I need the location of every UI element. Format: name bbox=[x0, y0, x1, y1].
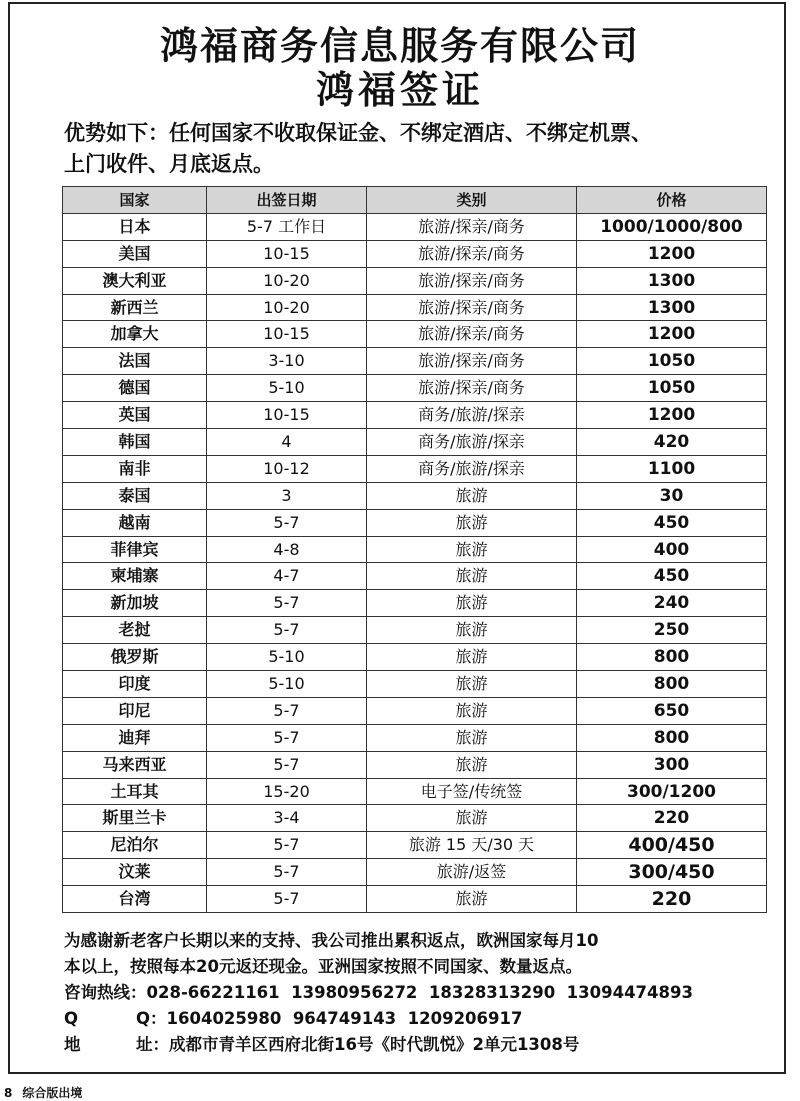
price-cell: 800 bbox=[577, 644, 767, 671]
country-cell: 土耳其 bbox=[63, 778, 207, 805]
type-cell: 旅游/探亲/商务 bbox=[367, 267, 577, 294]
type-cell: 旅游/返签 bbox=[367, 859, 577, 886]
days-cell: 5-7 bbox=[207, 859, 367, 886]
qq-label-left: Q bbox=[64, 1009, 79, 1028]
table-row bbox=[63, 832, 767, 859]
type-cell: 旅游 bbox=[367, 563, 577, 590]
footer-info bbox=[64, 928, 778, 1058]
country-cell: 印尼 bbox=[63, 697, 207, 724]
country-cell: 南非 bbox=[63, 455, 207, 482]
table-row bbox=[63, 617, 767, 644]
page-footer bbox=[4, 1084, 92, 1101]
price-cell: 250 bbox=[577, 617, 767, 644]
country-cell: 马来西亚 bbox=[63, 751, 207, 778]
days-cell: 5-7 bbox=[207, 724, 367, 751]
table-row bbox=[63, 671, 767, 698]
country-cell: 越南 bbox=[63, 509, 207, 536]
days-cell: 5-7 bbox=[207, 590, 367, 617]
hotline-numbers: 028-66221161 13980956272 18328313290 13094474893 bbox=[146, 983, 693, 1002]
table-row bbox=[63, 240, 767, 267]
country-cell: 英国 bbox=[63, 402, 207, 429]
qq-label-right: Q： bbox=[136, 1009, 167, 1028]
type-cell: 旅游 15 天/30 天 bbox=[367, 832, 577, 859]
price-cell: 1000/1000/800 bbox=[577, 213, 767, 240]
days-cell: 5-7 bbox=[207, 886, 367, 913]
country-cell: 德国 bbox=[63, 375, 207, 402]
qq-numbers: 1604025980 964749143 1209206917 bbox=[166, 1009, 523, 1028]
address-text: 成都市青羊区西府北街16号《时代凯悦》2单元1308号 bbox=[169, 1035, 580, 1054]
country-cell: 法国 bbox=[63, 348, 207, 375]
header-price: 价格 bbox=[577, 187, 767, 214]
days-cell: 3 bbox=[207, 482, 367, 509]
type-cell: 旅游/探亲/商务 bbox=[367, 213, 577, 240]
type-cell: 旅游/探亲/商务 bbox=[367, 240, 577, 267]
table-row bbox=[63, 213, 767, 240]
type-cell: 商务/旅游/探亲 bbox=[367, 429, 577, 456]
price-cell: 240 bbox=[577, 590, 767, 617]
days-cell: 3-4 bbox=[207, 805, 367, 832]
address-line bbox=[64, 1032, 778, 1058]
country-cell: 斯里兰卡 bbox=[63, 805, 207, 832]
table-row bbox=[63, 509, 767, 536]
price-cell: 1200 bbox=[577, 402, 767, 429]
type-cell: 旅游/探亲/商务 bbox=[367, 294, 577, 321]
table-row bbox=[63, 455, 767, 482]
type-cell: 旅游 bbox=[367, 482, 577, 509]
price-cell: 1200 bbox=[577, 240, 767, 267]
type-cell: 旅游 bbox=[367, 509, 577, 536]
days-cell: 5-10 bbox=[207, 375, 367, 402]
service-title: 鸿福签证 bbox=[315, 68, 484, 112]
days-cell: 5-7 bbox=[207, 617, 367, 644]
table-row bbox=[63, 536, 767, 563]
days-cell: 5-7 bbox=[207, 697, 367, 724]
table-row bbox=[63, 348, 767, 375]
country-cell: 柬埔寨 bbox=[63, 563, 207, 590]
price-cell: 220 bbox=[577, 805, 767, 832]
country-cell: 老挝 bbox=[63, 617, 207, 644]
type-cell: 商务/旅游/探亲 bbox=[367, 402, 577, 429]
days-cell: 10-20 bbox=[207, 267, 367, 294]
price-cell: 800 bbox=[577, 671, 767, 698]
days-cell: 4 bbox=[207, 429, 367, 456]
days-cell: 10-15 bbox=[207, 240, 367, 267]
type-cell: 旅游/探亲/商务 bbox=[367, 375, 577, 402]
country-cell: 迪拜 bbox=[63, 724, 207, 751]
company-title: 鸿福商务信息服务有限公司 bbox=[159, 24, 640, 68]
price-cell: 300/450 bbox=[577, 859, 767, 886]
days-cell: 5-10 bbox=[207, 644, 367, 671]
price-cell: 300/1200 bbox=[577, 778, 767, 805]
days-cell: 5-7 工作日 bbox=[207, 213, 367, 240]
type-cell: 旅游/探亲/商务 bbox=[367, 321, 577, 348]
type-cell: 商务/旅游/探亲 bbox=[367, 455, 577, 482]
header-type: 类别 bbox=[367, 187, 577, 214]
days-cell: 10-15 bbox=[207, 321, 367, 348]
table-row bbox=[63, 294, 767, 321]
advantages-line-1: 优势如下：任何国家不收取保证金、不绑定酒店、不绑定机票、 bbox=[64, 121, 652, 145]
days-cell: 5-10 bbox=[207, 671, 367, 698]
hotline-label: 咨询热线： bbox=[64, 983, 147, 1002]
days-cell: 10-20 bbox=[207, 294, 367, 321]
price-cell: 1300 bbox=[577, 267, 767, 294]
price-cell: 1050 bbox=[577, 375, 767, 402]
type-cell: 旅游 bbox=[367, 590, 577, 617]
country-cell: 新加坡 bbox=[63, 590, 207, 617]
table-row bbox=[63, 751, 767, 778]
price-cell: 1200 bbox=[577, 321, 767, 348]
price-cell: 1050 bbox=[577, 348, 767, 375]
advantages-text bbox=[64, 118, 774, 180]
table-row bbox=[63, 697, 767, 724]
type-cell: 旅游 bbox=[367, 697, 577, 724]
table-row bbox=[63, 375, 767, 402]
type-cell: 旅游/探亲/商务 bbox=[367, 348, 577, 375]
country-cell: 新西兰 bbox=[63, 294, 207, 321]
type-cell: 旅游 bbox=[367, 805, 577, 832]
table-row bbox=[63, 805, 767, 832]
table-row bbox=[63, 563, 767, 590]
country-cell: 汶莱 bbox=[63, 859, 207, 886]
country-cell: 加拿大 bbox=[63, 321, 207, 348]
table-row bbox=[63, 778, 767, 805]
price-cell: 30 bbox=[577, 482, 767, 509]
days-cell: 15-20 bbox=[207, 778, 367, 805]
days-cell: 3-10 bbox=[207, 348, 367, 375]
table-row bbox=[63, 886, 767, 913]
days-cell: 5-7 bbox=[207, 509, 367, 536]
table-row bbox=[63, 402, 767, 429]
price-cell: 800 bbox=[577, 724, 767, 751]
price-cell: 420 bbox=[577, 429, 767, 456]
price-cell: 1300 bbox=[577, 294, 767, 321]
type-cell: 旅游 bbox=[367, 671, 577, 698]
table-row bbox=[63, 482, 767, 509]
price-cell: 450 bbox=[577, 509, 767, 536]
country-cell: 美国 bbox=[63, 240, 207, 267]
days-cell: 5-7 bbox=[207, 751, 367, 778]
advantages-line-2: 上门收件、月底返点。 bbox=[64, 152, 274, 176]
table-row bbox=[63, 267, 767, 294]
type-cell: 旅游 bbox=[367, 724, 577, 751]
visa-price-table bbox=[62, 186, 767, 913]
address-label-left: 地 bbox=[64, 1035, 81, 1054]
price-cell: 400/450 bbox=[577, 832, 767, 859]
days-cell: 5-7 bbox=[207, 832, 367, 859]
days-cell: 4-7 bbox=[207, 563, 367, 590]
type-cell: 旅游 bbox=[367, 751, 577, 778]
hotline bbox=[64, 980, 778, 1006]
price-cell: 1100 bbox=[577, 455, 767, 482]
table-row bbox=[63, 644, 767, 671]
country-cell: 俄罗斯 bbox=[63, 644, 207, 671]
table-row bbox=[63, 724, 767, 751]
type-cell: 旅游 bbox=[367, 536, 577, 563]
country-cell: 日本 bbox=[63, 213, 207, 240]
type-cell: 旅游 bbox=[367, 644, 577, 671]
price-cell: 450 bbox=[577, 563, 767, 590]
type-cell: 旅游 bbox=[367, 886, 577, 913]
price-cell: 400 bbox=[577, 536, 767, 563]
type-cell: 旅游 bbox=[367, 617, 577, 644]
country-cell: 菲律宾 bbox=[63, 536, 207, 563]
country-cell: 印度 bbox=[63, 671, 207, 698]
thanks-line-2: 本以上，按照每本20元返还现金。亚洲国家按照不同国家、数量返点。 bbox=[64, 957, 582, 976]
page-number: 8 bbox=[4, 1086, 13, 1100]
country-cell: 澳大利亚 bbox=[63, 267, 207, 294]
days-cell: 4-8 bbox=[207, 536, 367, 563]
type-cell: 电子签/传统签 bbox=[367, 778, 577, 805]
country-cell: 泰国 bbox=[63, 482, 207, 509]
table-header-row bbox=[63, 187, 767, 214]
qq-line bbox=[64, 1006, 778, 1032]
price-cell: 650 bbox=[577, 697, 767, 724]
days-cell: 10-15 bbox=[207, 402, 367, 429]
header-days: 出签日期 bbox=[207, 187, 367, 214]
table-row bbox=[63, 590, 767, 617]
section-name: 综合版出境 bbox=[22, 1086, 83, 1100]
table-row bbox=[63, 321, 767, 348]
price-cell: 220 bbox=[577, 886, 767, 913]
country-cell: 台湾 bbox=[63, 886, 207, 913]
country-cell: 尼泊尔 bbox=[63, 832, 207, 859]
country-cell: 韩国 bbox=[63, 429, 207, 456]
table-row bbox=[63, 859, 767, 886]
address-label-right: 址： bbox=[136, 1035, 169, 1054]
thanks-line-1: 为感谢新老客户长期以来的支持、我公司推出累积返点，欧洲国家每月10 bbox=[64, 931, 599, 950]
price-cell: 300 bbox=[577, 751, 767, 778]
table-row bbox=[63, 429, 767, 456]
header-country: 国家 bbox=[63, 187, 207, 214]
days-cell: 10-12 bbox=[207, 455, 367, 482]
